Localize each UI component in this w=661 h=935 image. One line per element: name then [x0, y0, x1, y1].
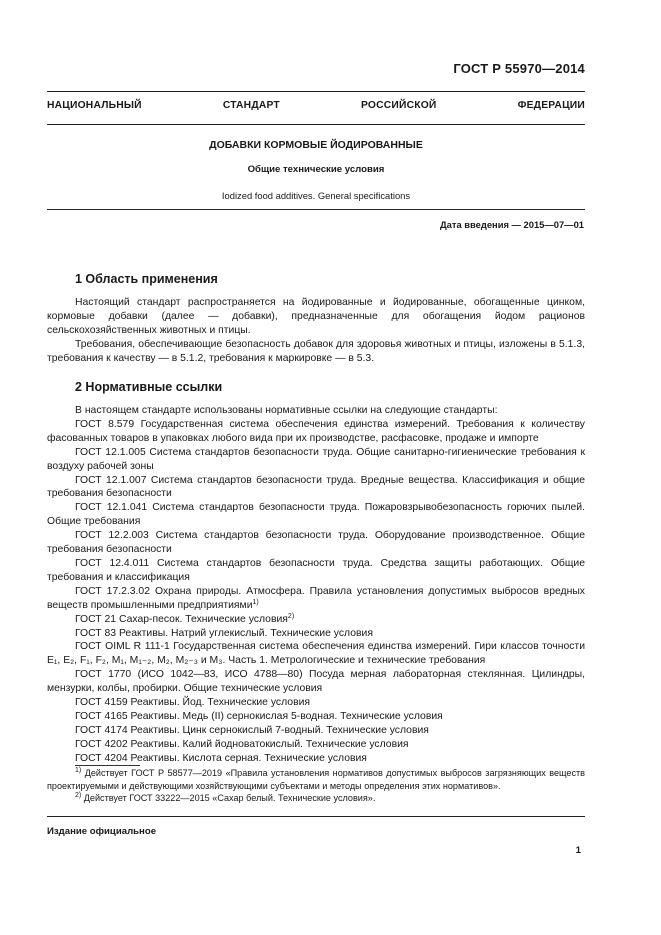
footnote-mark: 1) — [75, 767, 82, 774]
footnote-text: Действует ГОСТ Р 58577—2019 «Правила установления нормативов допустимых выбросов загрязняющих веществ проектируемыми и действующими хозяйствующими субъектами и методы определения этих нормативов». — [47, 768, 585, 791]
reference-item: ГОСТ 4204 Реактивы. Кислота серная. Технические условия — [75, 752, 367, 764]
intro-date-rule — [47, 209, 585, 210]
page-number: 1 — [575, 845, 581, 856]
reference-item: ГОСТ 4202 Реактивы. Калий йодноватокислый. Технические условия — [75, 738, 409, 750]
reference-item — [47, 585, 585, 613]
paragraph: Настоящий стандарт распространяется на йодированные и йодированные, обогащенные цинком, кормовые добавки (далее — добавки), предназначенные для обогащения йодом рационов сельскохозяйственных животных и птицы. — [47, 297, 585, 336]
reference-item: ГОСТ 4165 Реактивы. Медь (II) сернокислая 5-водная. Технические условия — [75, 710, 443, 722]
footnote-text: Действует ГОСТ 33222—2015 «Сахар белый. Технические условия». — [83, 793, 376, 804]
section-2-heading: 2 Нормативные ссылки — [75, 380, 223, 394]
footnote-mark: 2) — [287, 612, 295, 620]
section-1-heading: 1 Область применения — [75, 272, 218, 286]
accuracy-classes: Е₁, Е₂, F₁, F₂, M₁, M₁₋₂, M₂, M₂₋₃ и M₃. — [47, 655, 226, 667]
reference-item: ГОСТ 4174 Реактивы. Цинк сернокислый 7-водный. Технические условия — [75, 724, 429, 736]
paragraph: Требования, обеспечивающие безопасность добавок для здоровья животных и птицы, изложены в 5.1.3, требования к качеству — в 5.1.2, требования к маркировке — в 5.3. — [47, 338, 585, 364]
reference-item — [47, 640, 585, 668]
paragraph: В настоящем стандарте использованы нормативные ссылки на следующие стандарты: — [75, 405, 498, 416]
intro-date: Дата введения — 2015—07—01 — [439, 219, 584, 230]
footer-rule — [47, 816, 585, 817]
standard-code: ГОСТ Р 55970—2014 — [453, 61, 585, 76]
document-subtitle: Общие технические условия — [247, 164, 385, 175]
english-title: Iodized food additives. General specifications — [221, 190, 411, 201]
reference-item: ГОСТ 83 Реактивы. Натрий углекислый. Технические условия — [75, 627, 373, 639]
footnote-mark: 1) — [252, 598, 259, 606]
footnote-1 — [47, 767, 585, 792]
footnote-mark: 2) — [75, 792, 82, 800]
footnote-separator — [75, 765, 140, 766]
section-1-body — [47, 296, 585, 366]
reference-item: ГОСТ 8.579 Государственная система обеспечения единства измерений. Требования к количеству фасованных товаров в упаковках любого вида при их производстве, расфасовке, продаже и импорте — [47, 418, 585, 444]
footnote-2 — [47, 792, 585, 805]
section-2-body — [47, 404, 585, 766]
reference-item: ГОСТ 12.2.003 Система стандартов безопасности труда. Оборудование производственное. Общие требования безопасности — [47, 530, 585, 556]
footnotes — [47, 767, 585, 805]
reference-item: ГОСТ 4159 Реактивы. Йод. Технические условия — [75, 697, 311, 709]
reference-item: ГОСТ 12.1.005 Система стандартов безопасности труда. Общие санитарно-гигиенические требования к воздуху рабочей зоны — [47, 446, 585, 472]
top-rule — [47, 91, 585, 92]
national-standard-title: НАЦИОНАЛЬНЫЙ СТАНДАРТ РОССИЙСКОЙ ФЕДЕРАЦИИ — [47, 100, 585, 111]
document-title: ДОБАВКИ КОРМОВЫЕ ЙОДИРОВАННЫЕ — [209, 139, 423, 151]
reference-item: ГОСТ 12.1.007 Система стандартов безопасности труда. Вредные вещества. Классификация и общие требования безопасности — [47, 474, 585, 500]
reference-text: ГОСТ OIML R 111-1 Государственная система обеспечения единства измерений. Гири классов точности — [75, 641, 585, 653]
reference-item — [47, 613, 585, 627]
reference-item: ГОСТ 1770 (ИСО 1042—83, ИСО 4788—80) Посуда мерная лабораторная стеклянная. Цилиндры, мензурки, колбы, пробирки. Общие технические условия — [47, 669, 585, 695]
reference-item: ГОСТ 12.4.011 Система стандартов безопасности труда. Средства защиты работающих. Общие требования и классификация — [47, 557, 585, 583]
reference-text: ГОСТ 17.2.3.02 Охрана природы. Атмосфера. Правила установления допустимых выбросов вредных веществ промышленными предприятиями — [47, 585, 585, 611]
reference-item: ГОСТ 12.1.041 Система стандартов безопасности труда. Пожаровзрывобезопасность горючих пылей. Общие требования — [47, 502, 585, 528]
reference-text: ГОСТ 21 Сахар-песок. Технические условия — [75, 613, 288, 625]
title-rule — [47, 124, 585, 125]
official-edition-label: Издание официальное — [47, 826, 157, 837]
reference-text: Часть 1. Метрологические и технические требования — [228, 655, 486, 667]
